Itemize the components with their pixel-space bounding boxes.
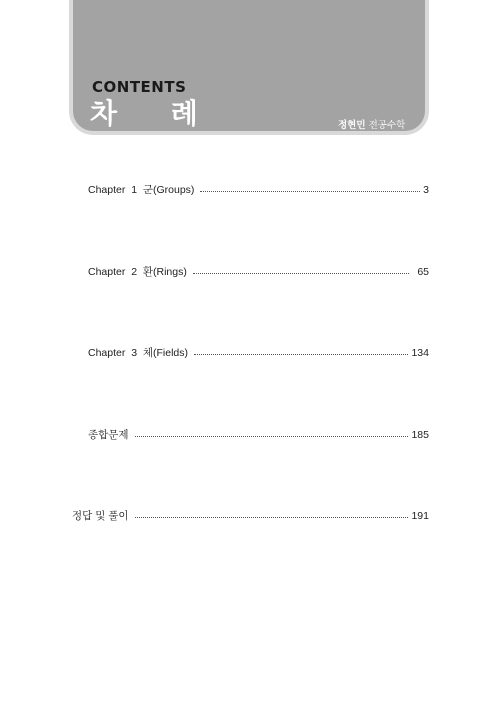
toc-entry-title: Chapter 3 체(Fields) <box>88 347 189 359</box>
toc-entry-page: 191 <box>411 509 429 522</box>
toc-entry-page: 65 <box>417 265 429 278</box>
author-subject: 전공수학 <box>368 120 406 131</box>
author-credit <box>338 117 405 131</box>
toc-entry-page: 134 <box>411 346 429 359</box>
toc-entry-title: Chapter 2 환(Rings) <box>88 266 187 278</box>
toc-leader-dots <box>200 191 420 192</box>
toc-entry-chapter-2[interactable] <box>88 264 429 279</box>
toc-leader-dots <box>135 517 409 518</box>
toc-entry-chapter-1[interactable] <box>88 182 429 197</box>
page-title: 차 례 <box>90 97 220 130</box>
toc-leader-dots <box>135 436 409 437</box>
toc-entry-title: 종합문제 <box>88 429 129 441</box>
toc-entry-title: Chapter 1 군(Groups) <box>88 184 195 196</box>
toc-leader-dots <box>194 354 408 355</box>
toc-entry-title: 정답 및 풀이 <box>72 510 129 522</box>
toc-entry-answers[interactable] <box>72 508 429 523</box>
contents-label: CONTENTS <box>92 78 187 96</box>
toc-entry-page: 3 <box>423 183 429 196</box>
toc-entry-review-problems[interactable] <box>88 427 429 442</box>
toc-leader-dots <box>193 273 409 274</box>
toc-entry-page: 185 <box>411 428 429 441</box>
author-name: 정현민 <box>338 120 366 131</box>
toc-entry-chapter-3[interactable] <box>88 345 429 360</box>
